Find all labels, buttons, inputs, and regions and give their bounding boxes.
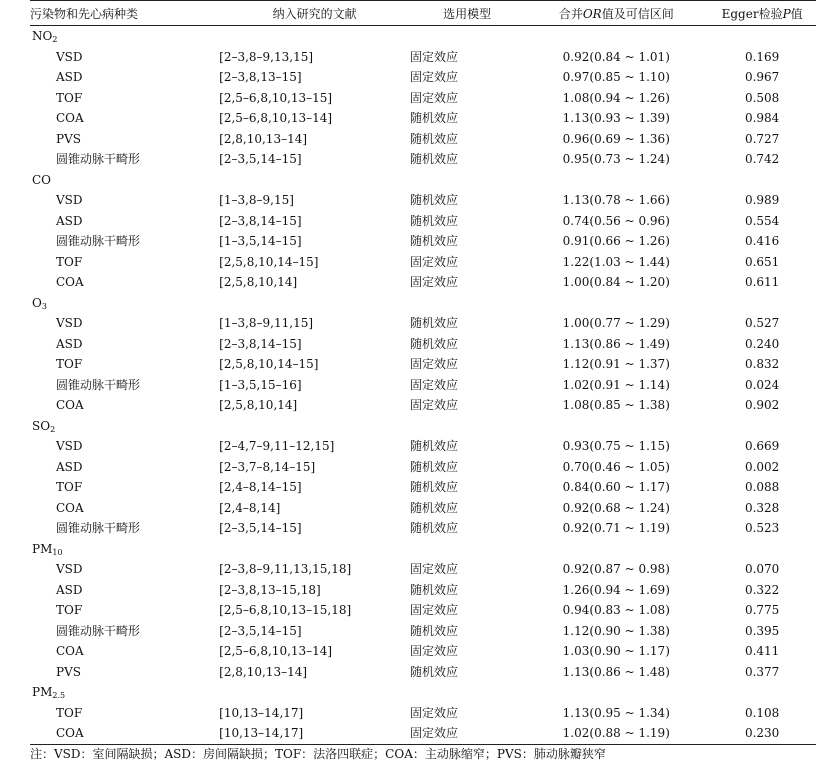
table-row: [30, 211, 816, 232]
pollutant-group-row: [30, 26, 816, 47]
disease-cell: ASD: [56, 582, 83, 597]
disease-cell: TOF: [56, 254, 83, 269]
references-cell: [2,8,10,13–14]: [219, 664, 308, 679]
table-row: [30, 272, 816, 293]
references-cell: [2–3,8,13–15,18]: [219, 582, 321, 597]
or-cell: 0.96(0.69 ~ 1.36): [562, 131, 670, 146]
model-cell: 固定效应: [410, 275, 459, 289]
empty-cell: [219, 26, 410, 47]
pollutant-name-base: CO: [32, 172, 52, 187]
disease-cell: COA: [30, 723, 219, 744]
table-row: [30, 662, 816, 683]
pollutant-name: [30, 26, 219, 47]
or-cell: 1.02(0.88 ~ 1.19): [524, 723, 708, 744]
references-cell: [2,5,8,10,14–15]: [219, 254, 319, 269]
table-row: [30, 457, 816, 478]
disease-cell: ASD: [56, 459, 83, 474]
model-cell: 随机效应: [410, 111, 459, 125]
or-cell: 1.03(0.90 ~ 1.17): [562, 644, 670, 658]
table-header-row: [30, 1, 816, 26]
pollutant-name-base: NO: [32, 29, 53, 43]
or-cell: 0.93(0.75 ~ 1.15): [562, 439, 670, 453]
model-cell: 随机效应: [410, 131, 459, 146]
empty-cell: [524, 26, 708, 47]
header-pollutant-label: 污染物和先心病种类: [30, 6, 139, 21]
egger-p-cell: 0.554: [744, 213, 780, 228]
header-or-italic: OR: [582, 6, 602, 21]
references-cell: [10,13–14,17]: [219, 723, 410, 744]
model-cell: 随机效应: [410, 213, 459, 228]
pollutant-group-row: [30, 170, 816, 191]
egger-p-cell: 0.002: [744, 459, 780, 474]
header-egger-italic: P: [782, 6, 791, 21]
disease-cell: COA: [56, 275, 84, 289]
table-row: [30, 723, 816, 744]
references-cell: [2–3,5,14–15]: [219, 521, 302, 535]
table-row: [30, 190, 816, 211]
model-cell: 固定效应: [410, 705, 459, 720]
references-cell: [2,5–6,8,10,13–15]: [219, 90, 333, 105]
disease-cell: 圆锥动脉干畸形: [56, 377, 141, 392]
references-cell: [2,5–6,8,10,13–15,18]: [219, 603, 352, 617]
pollutant-name-subscript: 10: [52, 547, 63, 557]
egger-p-cell: 0.108: [744, 705, 780, 720]
model-cell: 随机效应: [410, 193, 459, 207]
table-row: [30, 149, 816, 170]
egger-p-cell: 0.416: [744, 234, 780, 248]
disease-cell: VSD: [56, 562, 83, 576]
or-cell: 0.92(0.68 ~ 1.24): [562, 500, 670, 515]
table-body: [30, 26, 816, 745]
model-cell: 固定效应: [410, 90, 459, 105]
model-cell: 随机效应: [410, 480, 459, 494]
model-cell: 固定效应: [410, 377, 459, 392]
empty-cell: [410, 293, 524, 314]
empty-cell: [219, 682, 410, 703]
or-cell: 0.92(0.84 ~ 1.01): [562, 49, 670, 64]
references-cell: [2,5–6,8,10,13–14]: [219, 111, 333, 125]
pollutant-name-base: PM: [32, 685, 53, 699]
empty-cell: [524, 293, 708, 314]
egger-p-cell: 0.070: [744, 562, 780, 576]
table-row: [30, 559, 816, 580]
table-row: [30, 580, 816, 601]
pollutant-name-base: O: [32, 295, 42, 310]
empty-cell: [708, 682, 816, 703]
empty-cell: [524, 539, 708, 560]
empty-cell: [708, 293, 816, 314]
or-cell: 0.91(0.66 ~ 1.26): [562, 234, 670, 248]
empty-cell: [219, 293, 410, 314]
or-cell: 0.92(0.71 ~ 1.19): [562, 521, 670, 535]
pollutant-name: [30, 293, 219, 314]
pollutant-name-subscript: 2: [50, 424, 56, 434]
header-egger: [708, 1, 816, 26]
results-table: [30, 0, 816, 745]
or-cell: 0.97(0.85 ~ 1.10): [562, 70, 670, 84]
table-row: [30, 436, 816, 457]
or-cell: 1.13(0.78 ~ 1.66): [562, 193, 670, 207]
disease-cell: PVS: [56, 664, 81, 679]
egger-p-cell: 0.984: [744, 111, 780, 125]
or-cell: 1.13(0.93 ~ 1.39): [562, 111, 670, 125]
model-cell: 随机效应: [410, 521, 459, 535]
disease-cell: COA: [56, 111, 84, 125]
table-row: [30, 703, 816, 724]
table-row: [30, 88, 816, 109]
or-cell: 0.95(0.73 ~ 1.24): [562, 152, 670, 166]
model-cell: 随机效应: [410, 336, 459, 351]
table-row: [30, 108, 816, 129]
disease-cell: VSD: [56, 316, 83, 330]
pollutant-group-row: [30, 416, 816, 437]
or-cell: 1.00(0.84 ~ 1.20): [562, 275, 670, 289]
table-row: [30, 354, 816, 375]
empty-cell: [708, 26, 816, 47]
references-cell: [2,4–8,14–15]: [219, 480, 302, 494]
references-cell: [2–3,8,14–15]: [219, 213, 302, 228]
model-cell: 固定效应: [410, 70, 459, 84]
pollutant-name-base: SO: [32, 418, 51, 433]
egger-p-cell: 0.328: [744, 500, 780, 515]
header-pollutant: [30, 1, 219, 26]
egger-p-cell: 0.395: [744, 623, 780, 638]
or-cell: 1.08(0.85 ~ 1.38): [562, 398, 670, 412]
references-cell: [2–3,5,14–15]: [219, 152, 302, 166]
or-cell: 1.26(0.94 ~ 1.69): [562, 582, 670, 597]
model-cell: 固定效应: [410, 254, 459, 269]
model-cell: 固定效应: [410, 398, 459, 412]
disease-cell: TOF: [56, 90, 83, 105]
empty-cell: [219, 416, 410, 437]
table-row: [30, 47, 816, 68]
disease-cell: VSD: [56, 49, 83, 64]
table-row: [30, 129, 816, 150]
model-cell: 随机效应: [410, 439, 459, 453]
references-cell: [2,5–6,8,10,13–14]: [219, 644, 333, 658]
egger-p-cell: 0.411: [744, 644, 780, 658]
disease-cell: COA: [56, 500, 84, 515]
empty-cell: [524, 682, 708, 703]
model-cell: 随机效应: [410, 500, 459, 515]
header-model: [410, 1, 524, 26]
egger-p-cell: 0.527: [744, 316, 780, 330]
header-model-label: 选用模型: [443, 6, 492, 21]
references-cell: [2–3,8,14–15]: [219, 336, 302, 351]
references-cell: [1–3,8–9,15]: [219, 193, 294, 207]
pollutant-name-subscript: 2.5: [52, 691, 66, 700]
empty-cell: [708, 539, 816, 560]
model-cell: 随机效应: [410, 316, 459, 330]
or-cell: 0.92(0.87 ~ 0.98): [562, 562, 670, 576]
pollutant-name-subscript: 3: [41, 301, 47, 311]
disease-cell: 圆锥动脉干畸形: [56, 521, 141, 535]
table-row: [30, 621, 816, 642]
model-cell: 随机效应: [410, 234, 459, 248]
header-egger-pre: Egger检验: [721, 6, 783, 21]
or-cell: 1.12(0.91 ~ 1.37): [562, 357, 670, 371]
disease-cell: ASD: [56, 213, 83, 228]
references-cell: [2,5,8,10,14]: [219, 275, 298, 289]
egger-p-cell: 0.669: [744, 439, 780, 453]
table-row: [30, 334, 816, 355]
empty-cell: [219, 170, 410, 191]
egger-p-cell: 0.832: [744, 357, 780, 371]
references-cell: [10,13–14,17]: [219, 705, 304, 720]
empty-cell: [524, 170, 708, 191]
table-row: [30, 252, 816, 273]
empty-cell: [524, 416, 708, 437]
disease-cell: VSD: [56, 439, 83, 453]
header-references: [219, 1, 410, 26]
egger-p-cell: 0.523: [744, 521, 780, 535]
model-cell: 随机效应: [410, 664, 459, 679]
disease-cell: PVS: [56, 131, 81, 146]
references-cell: [2–3,7–8,14–15]: [219, 459, 316, 474]
model-cell: 固定效应: [410, 562, 459, 576]
pollutant-name: [30, 682, 219, 703]
references-cell: [1–3,5,14–15]: [219, 234, 302, 248]
disease-cell: 圆锥动脉干畸形: [56, 623, 141, 638]
table-row: [30, 477, 816, 498]
references-cell: [1–3,8–9,11,15]: [219, 316, 314, 330]
egger-p-cell: 0.169: [744, 49, 780, 64]
table-row: [30, 395, 816, 416]
disease-cell: TOF: [56, 603, 83, 617]
egger-p-cell: 0.024: [744, 377, 780, 392]
references-cell: [1–3,5,15–16]: [219, 377, 302, 392]
references-cell: [2,5,8,10,14–15]: [219, 357, 319, 371]
model-cell: 固定效应: [410, 49, 459, 64]
disease-cell: ASD: [56, 336, 83, 351]
egger-p-cell: 0.967: [744, 70, 780, 84]
or-cell: 1.22(1.03 ~ 1.44): [562, 254, 670, 269]
or-cell: 0.94(0.83 ~ 1.08): [562, 603, 670, 617]
model-cell: 固定效应: [410, 603, 459, 617]
or-cell: 1.13(0.86 ~ 1.49): [562, 336, 670, 351]
or-cell: 1.12(0.90 ~ 1.38): [562, 623, 670, 638]
header-or: [524, 1, 708, 26]
pollutant-name: [30, 170, 219, 191]
empty-cell: [410, 539, 524, 560]
references-cell: [2–4,7–9,11–12,15]: [219, 439, 335, 453]
egger-p-cell: 0.088: [744, 480, 780, 494]
model-cell: 随机效应: [410, 459, 459, 474]
table-row: [30, 498, 816, 519]
disease-cell: VSD: [56, 193, 83, 207]
egger-p-cell: 0.902: [744, 398, 780, 412]
empty-cell: [410, 416, 524, 437]
header-egger-post: 值: [790, 6, 803, 21]
references-cell: [2–3,8–9,13,15]: [219, 49, 314, 64]
disease-cell: 圆锥动脉干畸形: [56, 234, 141, 248]
references-cell: [2–3,8–9,11,13,15,18]: [219, 562, 352, 576]
header-references-label: 纳入研究的文献: [272, 6, 357, 21]
or-cell: 1.13(0.95 ~ 1.34): [562, 705, 670, 720]
references-cell: [2,4–8,14]: [219, 500, 281, 515]
disease-cell: 圆锥动脉干畸形: [56, 152, 141, 166]
model-cell: 随机效应: [410, 152, 459, 166]
pollutant-group-row: [30, 539, 816, 560]
disease-cell: TOF: [56, 357, 83, 371]
references-cell: [2,5,8,10,14]: [219, 398, 298, 412]
pollutant-name-subscript: 2: [52, 35, 58, 44]
pollutant-name-base: PM: [32, 541, 53, 556]
pollutant-group-row: [30, 293, 816, 314]
disease-cell: COA: [56, 398, 84, 412]
or-cell: 1.13(0.86 ~ 1.48): [562, 664, 670, 679]
table-row: [30, 67, 816, 88]
egger-p-cell: 0.508: [744, 90, 780, 105]
disease-cell: TOF: [56, 705, 83, 720]
or-cell: 1.02(0.91 ~ 1.14): [562, 377, 670, 392]
header-or-post: 值及可信区间: [601, 6, 674, 21]
table-row: [30, 313, 816, 334]
or-cell: 0.84(0.60 ~ 1.17): [562, 480, 670, 494]
egger-p-cell: 0.775: [744, 603, 780, 617]
table-note: 注：VSD：室间隔缺损；ASD：房间隔缺损；TOF：法洛四联症；COA：主动脉缩窄；PVS：肺动脉瓣狭窄: [30, 747, 606, 761]
model-cell: 固定效应: [410, 723, 524, 744]
table-row: [30, 600, 816, 621]
or-cell: 1.08(0.94 ~ 1.26): [562, 90, 670, 105]
disease-cell: COA: [56, 644, 84, 658]
model-cell: 固定效应: [410, 644, 459, 658]
empty-cell: [410, 170, 524, 191]
egger-p-cell: 0.742: [744, 152, 780, 166]
references-cell: [2–3,5,14–15]: [219, 623, 302, 638]
table-row: [30, 375, 816, 396]
table-row: [30, 518, 816, 539]
empty-cell: [708, 416, 816, 437]
egger-p-cell: 0.230: [708, 723, 816, 744]
pollutant-name: [30, 416, 219, 437]
egger-p-cell: 0.989: [744, 193, 780, 207]
references-cell: [2–3,8,13–15]: [219, 70, 302, 84]
or-cell: 1.00(0.77 ~ 1.29): [562, 316, 670, 330]
egger-p-cell: 0.377: [744, 664, 780, 679]
disease-cell: ASD: [56, 70, 83, 84]
empty-cell: [410, 682, 524, 703]
table-row: [30, 641, 816, 662]
pollutant-name: [30, 539, 219, 560]
empty-cell: [410, 26, 524, 47]
egger-p-cell: 0.322: [744, 582, 780, 597]
empty-cell: [708, 170, 816, 191]
disease-cell: TOF: [56, 480, 83, 494]
empty-cell: [219, 539, 410, 560]
egger-p-cell: 0.240: [744, 336, 780, 351]
egger-p-cell: 0.651: [744, 254, 780, 269]
header-or-pre: 合并: [558, 6, 583, 21]
table-row: [30, 231, 816, 252]
model-cell: 随机效应: [410, 623, 459, 638]
egger-p-cell: 0.727: [744, 131, 780, 146]
model-cell: 固定效应: [410, 357, 459, 371]
egger-p-cell: 0.611: [744, 275, 780, 289]
model-cell: 随机效应: [410, 582, 459, 597]
references-cell: [2,8,10,13–14]: [219, 131, 308, 146]
or-cell: 0.70(0.46 ~ 1.05): [562, 459, 670, 474]
or-cell: 0.74(0.56 ~ 0.96): [562, 213, 670, 228]
pollutant-group-row: [30, 682, 816, 703]
